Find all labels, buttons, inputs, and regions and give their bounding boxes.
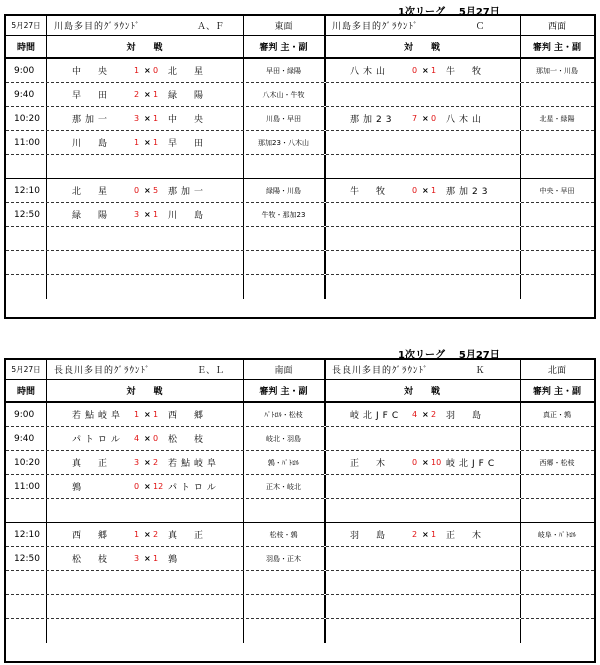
column-divider [243, 107, 244, 130]
table-row [6, 595, 594, 619]
away-score: 1 [153, 90, 159, 99]
column-divider [46, 203, 47, 226]
column-divider [324, 203, 326, 226]
column-divider [520, 227, 521, 250]
referees-right: 岐阜・ﾊﾟﾄﾛﾙ [537, 530, 577, 539]
home-team: 北 星 [72, 187, 112, 197]
table-row [6, 403, 594, 427]
match-time: 9:40 [14, 433, 35, 444]
column-divider [520, 571, 521, 594]
column-divider [324, 595, 326, 618]
home-team: 早 田 [72, 91, 112, 101]
home-team: パトロル [72, 435, 124, 445]
column-divider [520, 427, 521, 450]
versus-mark: × [422, 114, 429, 123]
home-score: 3 [134, 554, 140, 563]
home-score: 0 [412, 66, 418, 75]
column-divider [324, 251, 326, 274]
schedule-table [4, 14, 596, 319]
home-team: 真 正 [72, 459, 112, 469]
table-row [6, 427, 594, 451]
match-time: 10:20 [14, 457, 40, 468]
table-row [6, 571, 594, 595]
column-divider [520, 59, 521, 82]
away-score: 1 [153, 554, 159, 563]
away-team: 若鮎岐阜 [168, 459, 221, 469]
away-team: 鶉 [168, 555, 182, 565]
column-divider [324, 275, 326, 299]
column-divider [46, 360, 47, 379]
column-divider [324, 571, 326, 594]
home-team: 岐北JFC [350, 411, 403, 421]
league-header: 1次リーグ 5月27日 [398, 7, 500, 18]
column-divider [324, 59, 326, 82]
versus-mark: × [144, 434, 151, 443]
column-divider [46, 16, 47, 35]
versus-mark: × [422, 530, 429, 539]
column-divider [520, 179, 521, 202]
referees-left: 正木・岐北 [266, 482, 301, 491]
column-divider [520, 499, 521, 522]
table-row [6, 83, 594, 107]
league-header: 1次リーグ 5月27日 [398, 350, 500, 361]
court-label-right: Ｃ [475, 22, 485, 32]
referees-left: 緑陽・川島 [266, 186, 301, 195]
column-divider [243, 59, 244, 82]
column-divider [46, 275, 47, 299]
column-divider [520, 403, 521, 426]
column-divider [46, 595, 47, 618]
away-score: 2 [153, 530, 159, 539]
away-score: 1 [153, 114, 159, 123]
column-divider [520, 155, 521, 178]
side-label-right: 北面 [547, 366, 566, 376]
column-divider [46, 451, 47, 474]
table-row [6, 227, 594, 251]
home-team: 那加23 [350, 115, 396, 125]
away-team: 早 田 [168, 139, 208, 149]
column-divider [520, 275, 521, 299]
match-time: 9:40 [14, 89, 35, 100]
column-divider [520, 16, 521, 35]
column-divider [46, 427, 47, 450]
referee-column-header: 審判 主・副 [532, 43, 582, 53]
away-team: 牛 牧 [446, 67, 486, 77]
column-divider [243, 16, 244, 35]
referee-column-header: 審判 主・副 [259, 387, 308, 397]
column-divider [243, 547, 244, 570]
home-score: 0 [134, 482, 140, 491]
column-header-row [6, 36, 594, 59]
home-team: 西 郷 [72, 531, 112, 541]
column-divider [46, 571, 47, 594]
date-label: 5月27日 [11, 365, 41, 374]
column-divider [520, 523, 521, 546]
venue-header-row [6, 360, 594, 380]
away-team: 北 星 [168, 67, 208, 77]
home-team: 羽 島 [350, 531, 390, 541]
column-divider [243, 36, 244, 57]
venue-name-right: 長良川多目的ｸﾞﾗｳﾝﾄﾞ [332, 366, 429, 376]
date-label: 5月27日 [11, 21, 41, 30]
away-score: 1 [153, 210, 159, 219]
column-divider [324, 547, 326, 570]
home-score: 3 [134, 458, 140, 467]
match-time: 12:10 [14, 185, 40, 196]
home-team: 牛 牧 [350, 187, 390, 197]
time-column-header: 時間 [16, 387, 35, 397]
column-divider [243, 360, 244, 379]
home-score: 0 [412, 186, 418, 195]
column-divider [324, 403, 326, 426]
column-divider [46, 251, 47, 274]
column-divider [243, 523, 244, 546]
table-row [6, 275, 594, 299]
table-row [6, 203, 594, 227]
court-label-right: Ｋ [475, 366, 485, 376]
table-row [6, 523, 594, 547]
column-divider [324, 107, 326, 130]
table-row [6, 59, 594, 83]
column-divider [324, 523, 326, 546]
home-score: 7 [412, 114, 418, 123]
column-divider [243, 227, 244, 250]
column-divider [243, 179, 244, 202]
versus-mark: × [422, 410, 429, 419]
home-score: 3 [134, 114, 140, 123]
home-team: 松 枝 [72, 555, 112, 565]
column-divider [46, 380, 47, 401]
referees-right: 中央・早田 [539, 186, 575, 195]
column-divider [243, 380, 244, 401]
column-divider [520, 619, 521, 643]
away-score: 10 [431, 458, 442, 467]
referees-left: 岐北・羽島 [266, 434, 301, 443]
away-score: 0 [431, 114, 437, 123]
time-column-header: 時間 [16, 43, 35, 53]
column-divider [324, 619, 326, 643]
match-time: 12:50 [14, 553, 40, 564]
column-divider [46, 131, 47, 154]
referees-left: ﾊﾟﾄﾛﾙ・松枝 [264, 410, 303, 419]
column-divider [520, 547, 521, 570]
away-team: 真 正 [168, 531, 208, 541]
column-divider [324, 16, 326, 35]
away-team: 那加23 [446, 187, 492, 197]
column-divider [520, 83, 521, 106]
column-divider [243, 499, 244, 522]
referees-right: 西郷・松枝 [539, 458, 575, 467]
away-score: 1 [431, 66, 437, 75]
referee-column-header: 審判 主・副 [259, 43, 308, 53]
away-team: 岐北JFC [446, 459, 499, 469]
column-divider [520, 475, 521, 498]
referees-left: 八木山・牛牧 [262, 90, 305, 99]
home-score: 2 [134, 90, 140, 99]
match-column-header: 対 戦 [126, 387, 163, 397]
versus-mark: × [144, 458, 151, 467]
away-score: 0 [153, 66, 159, 75]
column-divider [520, 131, 521, 154]
table-row [6, 107, 594, 131]
column-divider [243, 595, 244, 618]
versus-mark: × [144, 138, 151, 147]
column-divider [46, 36, 47, 57]
away-score: 12 [153, 482, 164, 491]
away-score: 2 [153, 458, 159, 467]
versus-mark: × [144, 210, 151, 219]
home-team: 若鮎岐阜 [72, 411, 125, 421]
side-label-left: 南面 [274, 366, 293, 376]
away-team: 那加一 [168, 187, 208, 197]
referees-left: 那加23・八木山 [258, 138, 309, 147]
column-divider [46, 227, 47, 250]
match-time: 12:10 [14, 529, 40, 540]
referees-left: 羽島・正木 [266, 554, 301, 563]
home-score: 0 [134, 186, 140, 195]
versus-mark: × [144, 66, 151, 75]
column-divider [520, 360, 521, 379]
column-divider [520, 36, 521, 57]
away-score: 5 [153, 186, 159, 195]
home-team: 正 木 [350, 459, 390, 469]
column-divider [243, 571, 244, 594]
column-divider [324, 155, 326, 178]
column-divider [324, 360, 326, 379]
home-score: 4 [412, 410, 418, 419]
court-label-left: Ａ、Ｆ [196, 22, 224, 32]
match-column-header: 対 戦 [403, 387, 440, 397]
home-score: 1 [134, 138, 140, 147]
column-divider [324, 36, 326, 57]
match-time: 9:00 [14, 409, 35, 420]
column-divider [324, 380, 326, 401]
table-row [6, 547, 594, 571]
referees-left: 川島・早田 [266, 114, 301, 123]
home-score: 1 [134, 530, 140, 539]
column-divider [520, 595, 521, 618]
away-team: 八木山 [446, 115, 486, 125]
home-team: 中 央 [72, 67, 112, 77]
away-team: 川 島 [168, 211, 208, 221]
referees-left: 牛牧・那加23 [261, 210, 306, 219]
away-score: 1 [431, 186, 437, 195]
column-divider [243, 131, 244, 154]
column-divider [243, 475, 244, 498]
away-team: 緑 陽 [168, 91, 208, 101]
referees-right: 北星・緑陽 [539, 114, 575, 123]
table-row [6, 179, 594, 203]
versus-mark: × [144, 554, 151, 563]
table-row [6, 499, 594, 523]
versus-mark: × [422, 458, 429, 467]
referees-right: 那加一・川島 [536, 66, 578, 75]
column-divider [520, 380, 521, 401]
column-divider [46, 107, 47, 130]
venue-name-left: 長良川多目的ｸﾞﾗｳﾝﾄﾞ [54, 366, 151, 376]
match-column-header: 対 戦 [126, 43, 163, 53]
column-divider [324, 131, 326, 154]
venue-name-left: 川島多目的ｸﾞﾗｳﾝﾄﾞ [54, 22, 141, 32]
column-divider [243, 619, 244, 643]
venue-header-row [6, 16, 594, 36]
home-team: 川 島 [72, 139, 112, 149]
versus-mark: × [422, 186, 429, 195]
column-divider [46, 475, 47, 498]
column-divider [324, 179, 326, 202]
home-team: 八木山 [350, 67, 390, 77]
match-time: 11:00 [14, 137, 40, 148]
schedule-table [4, 358, 596, 663]
home-score: 0 [412, 458, 418, 467]
away-score: 1 [153, 138, 159, 147]
match-time: 12:50 [14, 209, 40, 220]
home-team: 那加一 [72, 115, 112, 125]
home-team: 緑 陽 [72, 211, 112, 221]
table-row [6, 131, 594, 155]
column-divider [243, 451, 244, 474]
versus-mark: × [144, 90, 151, 99]
table-row [6, 251, 594, 275]
away-score: 0 [153, 434, 159, 443]
column-divider [324, 227, 326, 250]
match-time: 10:20 [14, 113, 40, 124]
column-divider [520, 203, 521, 226]
match-time: 11:00 [14, 481, 40, 492]
column-divider [46, 83, 47, 106]
home-score: 3 [134, 210, 140, 219]
home-score: 4 [134, 434, 140, 443]
versus-mark: × [144, 530, 151, 539]
column-divider [46, 59, 47, 82]
column-divider [46, 179, 47, 202]
column-divider [324, 427, 326, 450]
column-divider [46, 523, 47, 546]
column-divider [243, 251, 244, 274]
column-divider [324, 83, 326, 106]
table-row [6, 475, 594, 499]
referees-left: 鶉・ﾊﾟﾄﾛﾙ [267, 458, 300, 467]
home-team: 鶉 [72, 483, 86, 493]
column-divider [46, 403, 47, 426]
versus-mark: × [144, 410, 151, 419]
column-divider [46, 619, 47, 643]
home-score: 1 [134, 66, 140, 75]
away-score: 1 [153, 410, 159, 419]
match-column-header: 対 戦 [403, 43, 440, 53]
column-divider [243, 275, 244, 299]
column-divider [243, 427, 244, 450]
column-divider [46, 155, 47, 178]
home-score: 2 [412, 530, 418, 539]
column-divider [46, 499, 47, 522]
court-label-left: Ｅ、Ｌ [196, 366, 224, 376]
venue-name-right: 川島多目的ｸﾞﾗｳﾝﾄﾞ [332, 22, 419, 32]
away-score: 2 [431, 410, 437, 419]
table-row [6, 155, 594, 179]
table-row [6, 619, 594, 643]
away-team: 松 枝 [168, 435, 208, 445]
column-divider [243, 203, 244, 226]
table-row [6, 451, 594, 475]
column-divider [520, 251, 521, 274]
column-divider [520, 451, 521, 474]
versus-mark: × [144, 186, 151, 195]
away-team: 正 木 [446, 531, 486, 541]
away-team: 中 央 [168, 115, 208, 125]
versus-mark: × [422, 66, 429, 75]
versus-mark: × [144, 114, 151, 123]
column-header-row [6, 380, 594, 403]
side-label-right: 西面 [547, 22, 566, 32]
column-divider [46, 547, 47, 570]
referees-left: 松枝・鶉 [269, 530, 298, 539]
column-divider [520, 107, 521, 130]
column-divider [243, 155, 244, 178]
home-score: 1 [134, 410, 140, 419]
away-score: 1 [431, 530, 437, 539]
referee-column-header: 審判 主・副 [532, 387, 582, 397]
match-time: 9:00 [14, 65, 35, 76]
referees-left: 早田・緑陽 [266, 66, 301, 75]
column-divider [324, 499, 326, 522]
column-divider [324, 475, 326, 498]
side-label-left: 東面 [274, 22, 293, 32]
away-team: パトロル [168, 483, 220, 493]
column-divider [324, 451, 326, 474]
away-team: 羽 島 [446, 411, 486, 421]
versus-mark: × [144, 482, 151, 491]
referees-right: 真正・鶉 [543, 410, 571, 419]
column-divider [243, 83, 244, 106]
column-divider [243, 403, 244, 426]
away-team: 西 郷 [168, 411, 208, 421]
